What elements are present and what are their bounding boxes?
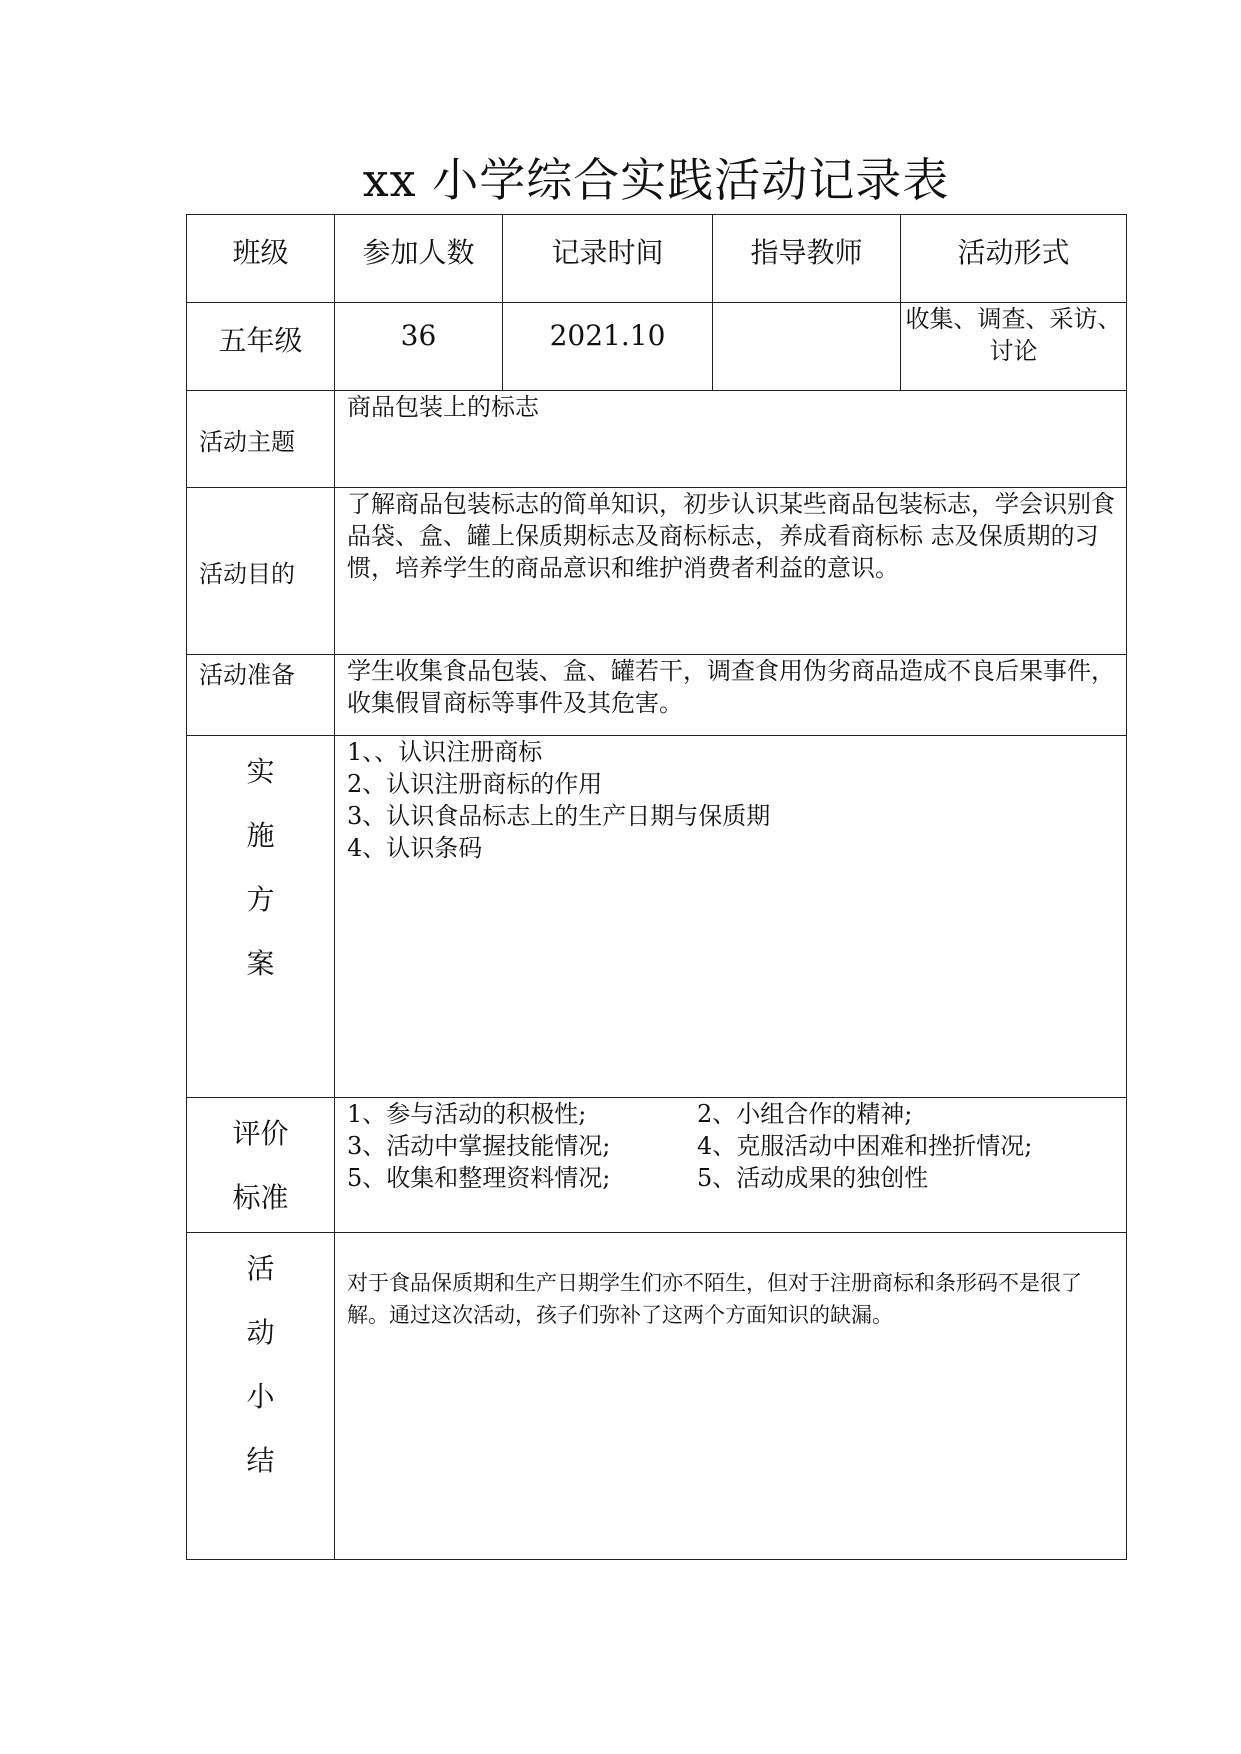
participants-header: 参加人数 [335, 215, 503, 303]
purpose-row [187, 488, 1127, 655]
list-item: 5、活动成果的独创性 [697, 1164, 929, 1192]
evaluation-label-line: 标准 [232, 1181, 289, 1214]
summary-label-char: 小 [246, 1380, 275, 1413]
page-title: xx 小学综合实践活动记录表 [362, 153, 950, 207]
summary-label [187, 1233, 335, 1560]
value-row [187, 303, 1127, 391]
summary-label-char: 结 [246, 1444, 275, 1477]
summary-value: 对于食品保质期和生产日期学生们亦不陌生，但对于注册商标和条形码不是很了解。通过这次活动，孩子们弥补了这两个方面知识的缺漏。 [335, 1233, 1127, 1560]
plan-label-char: 施 [246, 819, 275, 852]
record-time-value: 2021.10 [503, 303, 713, 391]
record-table [186, 214, 1127, 1560]
preparation-value: 学生收集食品包装、盒、罐若干，调查食用伪劣商品造成不良后果事件，收集假冒商标等事件及其危害。 [335, 655, 1127, 736]
purpose-label: 活动目的 [187, 488, 335, 655]
plan-label-char: 案 [246, 947, 275, 980]
plan-row [187, 736, 1127, 1098]
plan-label-char: 实 [246, 755, 275, 788]
plan-label-char: 方 [246, 883, 275, 916]
theme-row [187, 391, 1127, 488]
activity-form-header: 活动形式 [901, 215, 1127, 303]
evaluation-label [187, 1098, 335, 1233]
evaluation-content [335, 1098, 1127, 1233]
theme-label: 活动主题 [187, 391, 335, 488]
plan-label [187, 736, 335, 1098]
summary-label-char: 动 [246, 1316, 275, 1349]
list-item: 4、克服活动中困难和挫折情况; [697, 1132, 1033, 1160]
class-value: 五年级 [187, 303, 335, 391]
record-time-header: 记录时间 [503, 215, 713, 303]
evaluation-label-line: 评价 [232, 1117, 289, 1150]
evaluation-row [187, 1098, 1127, 1233]
summary-label-char: 活 [246, 1252, 275, 1285]
plan-content [335, 736, 1127, 1098]
teacher-header: 指导教师 [713, 215, 901, 303]
list-item: 3、活动中掌握技能情况; [347, 1132, 611, 1160]
list-item: 2、小组合作的精神; [697, 1100, 913, 1128]
summary-row [187, 1233, 1127, 1560]
teacher-value [713, 303, 901, 391]
preparation-row [187, 655, 1127, 736]
header-row [187, 215, 1127, 303]
class-header: 班级 [187, 215, 335, 303]
list-item: 4、认识条码 [347, 834, 483, 862]
list-item: 1、、认识注册商标 [347, 738, 543, 766]
list-item: 5、收集和整理资料情况; [347, 1164, 611, 1192]
activity-form-value: 收集、调查、采访、讨论 [901, 303, 1127, 391]
preparation-label: 活动准备 [187, 655, 335, 736]
list-item: 2、认识注册商标的作用 [347, 770, 603, 798]
list-item: 3、认识食品标志上的生产日期与保质期 [347, 802, 771, 830]
purpose-value: 了解商品包装标志的简单知识，初步认识某些商品包装标志，学会识别食品袋、盒、罐上保质期标志及商标标志，养成看商标标 志及保质期的习惯，培养学生的商品意识和维护消费者利益的意识。 [335, 488, 1127, 655]
list-item: 1、参与活动的积极性; [347, 1100, 587, 1128]
participants-value: 36 [335, 303, 503, 391]
theme-value: 商品包装上的标志 [335, 391, 1127, 488]
